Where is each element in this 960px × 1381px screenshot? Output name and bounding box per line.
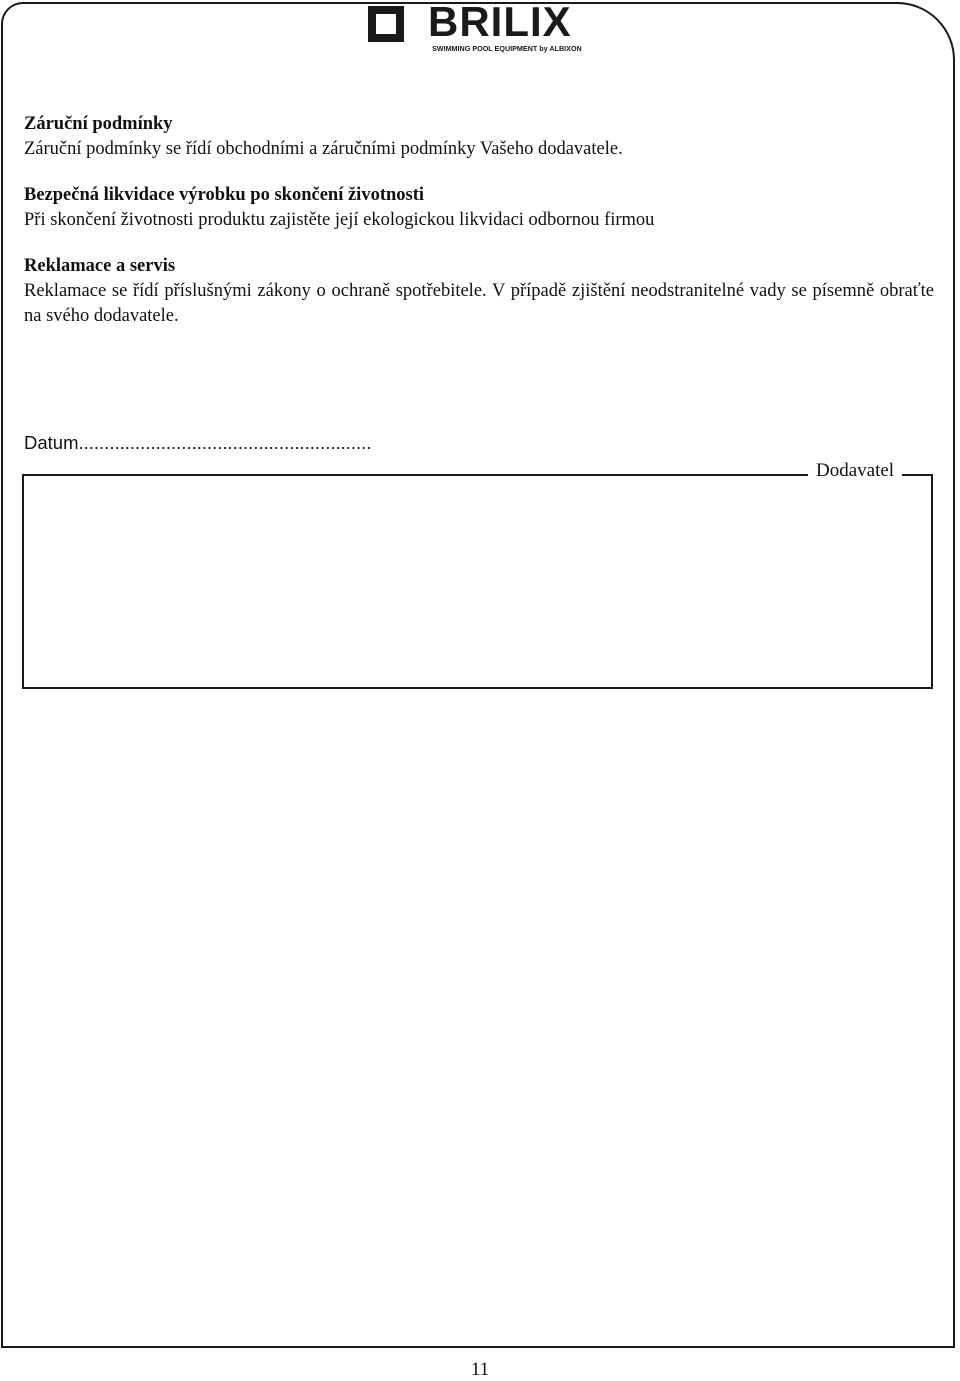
logo-square-icon — [368, 6, 404, 42]
warranty-content — [24, 112, 934, 350]
logo-tagline: SWIMMING POOL EQUIPMENT by ALBIXON — [432, 44, 582, 53]
section-text: Při skončení životnosti produktu zajistěte její ekologickou likvidaci odbornou firmou — [24, 210, 655, 230]
section-text: Reklamace se řídí příslušnými zákony o ochraně spotřebitele. V případě zjištění neodstranitelné vady se písemně obraťte na svého dodavatele. — [24, 281, 934, 326]
page-number: 11 — [470, 1359, 490, 1380]
section-heading: Záruční podmínky — [24, 114, 173, 134]
supplier-label: Dodavatel — [808, 460, 902, 482]
date-field[interactable]: Datum......................................................... — [24, 432, 372, 453]
logo-wordmark: BRILIX — [428, 0, 572, 45]
section-text: Záruční podmínky se řídí obchodními a záručními podmínky Vašeho dodavatele. — [24, 139, 623, 159]
section-heading: Bezpečná likvidace výrobku po skončení životnosti — [24, 185, 425, 205]
brilix-logo — [366, 2, 592, 54]
section-complaints — [24, 254, 934, 329]
section-warranty — [24, 112, 934, 162]
supplier-stamp-box[interactable] — [22, 474, 933, 689]
section-heading: Reklamace a servis — [24, 256, 176, 276]
section-disposal — [24, 183, 934, 233]
